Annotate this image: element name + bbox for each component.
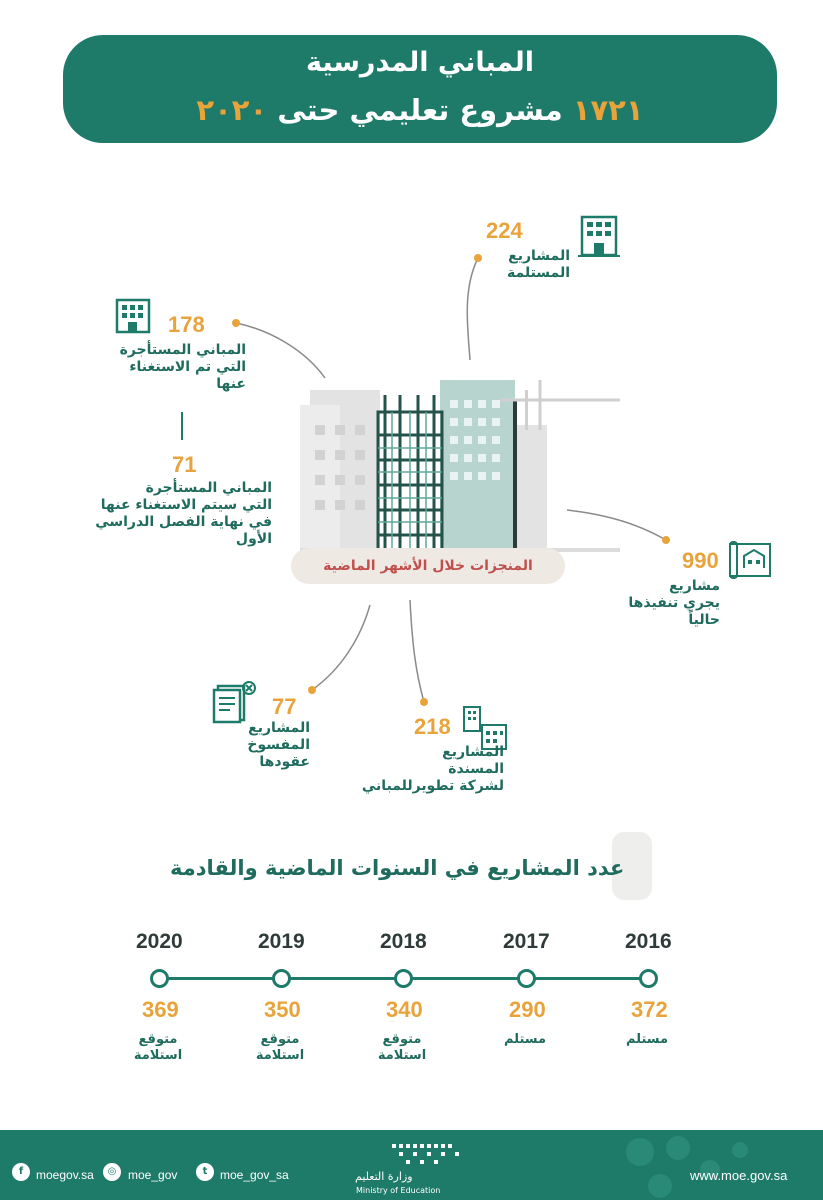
timeline-status — [607, 1032, 687, 1048]
timeline-status-line: مستلم — [625, 1032, 669, 1047]
facebook-icon[interactable]: f — [12, 1163, 30, 1181]
timeline-status-line: استلامة — [133, 1048, 183, 1063]
page-title: المباني المدرسية — [305, 47, 535, 78]
timeline-status-line: متوقع — [382, 1032, 422, 1047]
timeline-node-2020 — [150, 969, 169, 988]
connector-dot — [232, 319, 240, 327]
building-icon — [114, 298, 152, 336]
timeline-value: 290 — [509, 997, 546, 1022]
section-title: عدد المشاريع في السنوات الماضية والقادمة — [170, 856, 625, 880]
timeline-status — [240, 1032, 320, 1064]
achievements-banner: المنجزات خلال الأشهر الماضية — [291, 548, 565, 584]
timeline-node-2019 — [272, 969, 291, 988]
twitter-icon[interactable]: t — [196, 1163, 214, 1181]
blueprint-icon — [728, 540, 772, 580]
connector-dot — [662, 536, 670, 544]
stat-rented-dropped-label: المباني المستأجرة التي تم الاستغناء عنها — [119, 342, 246, 392]
instagram-icon[interactable]: ◎ — [103, 1163, 121, 1181]
subtitle-year: ٢٠٢٠ — [196, 93, 268, 127]
timeline-status-line: مستلم — [503, 1032, 547, 1047]
timeline-value: 340 — [386, 997, 423, 1022]
timeline-node-2018 — [394, 969, 413, 988]
timeline-status-line: متوقع — [260, 1032, 300, 1047]
stat-delivered-value: 224 — [486, 218, 523, 243]
instagram-handle[interactable]: moe_gov — [128, 1168, 178, 1182]
timeline-value: 369 — [142, 997, 179, 1022]
timeline-value: 372 — [631, 997, 668, 1022]
subtitle-number: ١٧٢١ — [572, 93, 644, 127]
timeline-year: 2016 — [625, 930, 672, 953]
buildings-illustration — [300, 370, 630, 560]
stat-delivered-label: المشاريع المستلمة — [507, 248, 570, 281]
stat-in-progress-value: 990 — [682, 548, 719, 573]
cancelled-contract-icon — [212, 680, 258, 724]
timeline-year: 2019 — [258, 930, 305, 953]
ministry-logo-ar: وزارة التعليم — [355, 1170, 413, 1183]
timeline-year: 2017 — [503, 930, 550, 953]
subtitle-text: مشروع تعليمي حتى — [277, 93, 563, 127]
twitter-handle[interactable]: moe_gov_sa — [220, 1168, 289, 1182]
timeline-year: 2020 — [136, 930, 183, 953]
timeline-year: 2018 — [380, 930, 427, 953]
stat-in-progress-label: مشاريع يجري تنفيذها حالياً — [628, 578, 720, 628]
timeline-status-line: استلامة — [255, 1048, 305, 1063]
timeline-node-2016 — [639, 969, 658, 988]
stat-cancelled-label: المشاريع المفسوخ عقودها — [247, 720, 310, 770]
stat-rented-to-drop-label: المباني المستأجرة التي سيتم الاستغناء عنها في نهاية الفصل الدراسي الأول — [95, 480, 272, 547]
connector-dot — [308, 686, 316, 694]
timeline-status — [362, 1032, 442, 1064]
timeline-status — [485, 1032, 565, 1048]
facebook-handle[interactable]: moegov.sa — [36, 1168, 94, 1182]
timeline-node-2017 — [517, 969, 536, 988]
timeline-status-line: استلامة — [377, 1048, 427, 1063]
timeline-status-line: متوقع — [138, 1032, 178, 1047]
footer — [0, 1130, 823, 1200]
connector-dot — [420, 698, 428, 706]
stat-rented-dropped-value: 178 — [168, 312, 205, 337]
stat-cancelled-value: 77 — [272, 694, 297, 719]
stat-rented-to-drop-value: 71 — [172, 452, 197, 477]
website-link[interactable]: www.moe.gov.sa — [690, 1168, 788, 1183]
building-icon — [578, 215, 620, 259]
timeline-value: 350 — [264, 997, 301, 1022]
stat-assigned-label: المشاريع المسندة لشركة تطويرللمباني — [361, 744, 504, 794]
ministry-logo-en: Ministry of Education — [356, 1186, 441, 1195]
timeline-status — [118, 1032, 198, 1064]
footer-decor — [600, 1130, 823, 1200]
ministry-logo-icon — [390, 1140, 466, 1168]
stat-assigned-value: 218 — [414, 714, 451, 739]
